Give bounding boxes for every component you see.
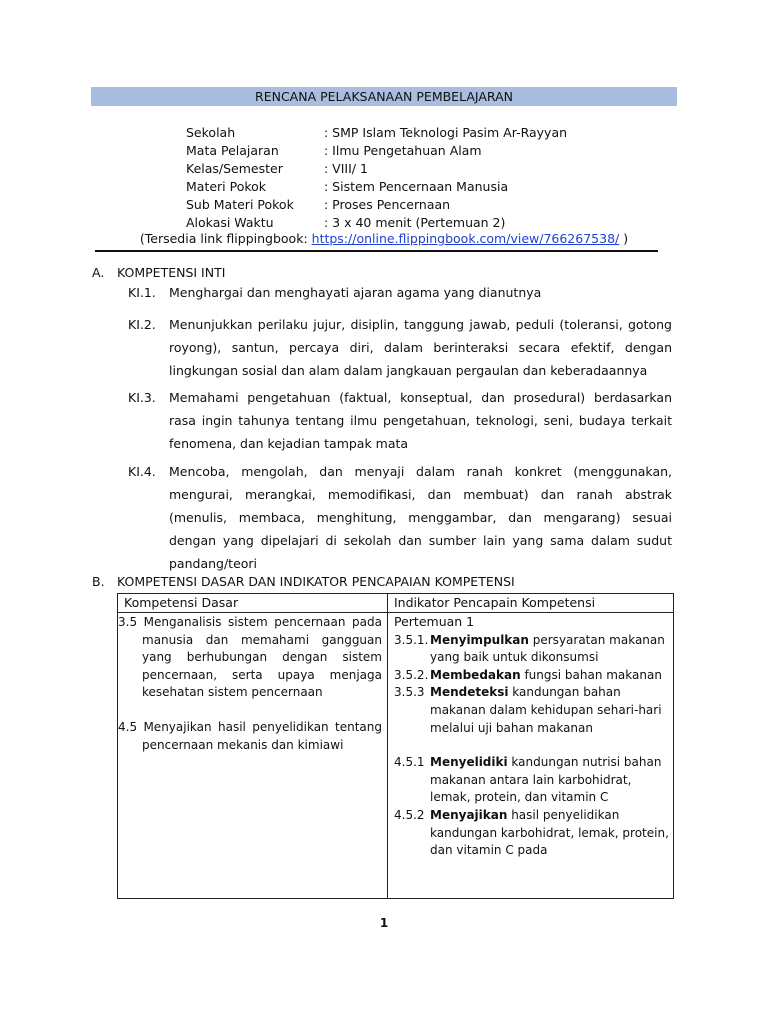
- ki-item: [128, 386, 672, 455]
- indicator-verb: Mendeteksi: [430, 685, 509, 700]
- identity-value: : Ilmu Pengetahuan Alam: [324, 143, 482, 158]
- indicator-verb: Menyajikan: [430, 807, 508, 822]
- identity-key: Materi Pokok: [186, 179, 267, 194]
- identity-value: : SMP Islam Teknologi Pasim Ar-Rayyan: [324, 125, 568, 140]
- indicator-code: 3.5.1.: [394, 632, 429, 647]
- table-column-divider: [387, 594, 388, 898]
- identity-row: [186, 178, 567, 196]
- indicator-verb: Menyimpulkan: [430, 632, 529, 647]
- identity-key: Kelas/Semester: [186, 161, 283, 176]
- indicator-item: [394, 632, 672, 667]
- ki-number: KI.4.: [128, 464, 156, 479]
- indicator-item: [394, 667, 672, 685]
- indicator-verb: Membedakan: [430, 667, 521, 682]
- indicator-item: [394, 754, 672, 807]
- ki-number: KI.3.: [128, 390, 156, 405]
- kd-item: 4.5 Menyajikan hasil penyelidikan tentang pencernaan mekanis dan kimiawi: [118, 719, 382, 752]
- identity-key: Mata Pelajaran: [186, 143, 279, 158]
- identity-value: : Sistem Pencernaan Manusia: [324, 179, 509, 194]
- header-divider: [95, 250, 658, 252]
- identity-row: [186, 142, 567, 160]
- section-b-number: B.: [92, 574, 105, 589]
- ki-item: [128, 460, 672, 575]
- identity-value: : Proses Pencernaan: [324, 197, 451, 212]
- indicator-text: persyaratan makanan yang baik untuk dikonsumsi: [430, 632, 665, 665]
- ki-text: Memahami pengetahuan (faktual, konseptual, dan prosedural) berdasarkan rasa ingin tahunya tentang ilmu pengetahuan, teknologi, seni, budaya terkait fenomena, dan kejadian tampak mata: [169, 390, 672, 451]
- page-number: 1: [379, 916, 389, 930]
- indicator-column-header: Indikator Pencapain Kompetensi: [394, 595, 596, 610]
- identity-key: Alokasi Waktu: [186, 215, 274, 230]
- document-title: RENCANA PELAKSANAAN PEMBELAJARAN: [91, 87, 677, 106]
- indicator-text: kandungan nutrisi bahan makanan antara lain karbohidrat, lemak, protein, dan vitamin C: [430, 755, 662, 805]
- section-b-heading: [92, 574, 515, 590]
- kd-item: 3.5 Menganalisis sistem pencernaan pada manusia dan memahami gangguan yang berhubungan dengan sistem pencernaan, serta upaya menjaga kesehatan sistem pencernaan: [118, 615, 382, 700]
- section-a-heading: [92, 265, 225, 281]
- indicator-text: fungsi bahan makanan: [520, 667, 662, 682]
- indicator-code: 3.5.3: [394, 685, 425, 700]
- section-a-number: A.: [92, 265, 105, 280]
- flippingbook-line: [0, 231, 768, 247]
- kd-column-header: Kompetensi Dasar: [124, 595, 239, 610]
- identity-key: Sub Materi Pokok: [186, 197, 294, 212]
- indicator-code: 4.5.1: [394, 755, 425, 770]
- kd-table: [117, 593, 674, 899]
- section-b-title: KOMPETENSI DASAR DAN INDIKATOR PENCAPAIAN KOMPETENSI: [117, 574, 515, 589]
- meeting-label: Pertemuan 1: [394, 614, 475, 629]
- identity-value: : 3 x 40 menit (Pertemuan 2): [324, 215, 506, 230]
- indicator-code: 4.5.2: [394, 807, 425, 822]
- indicator-cell: [394, 613, 672, 860]
- identity-row: [186, 160, 567, 178]
- indicator-item: [394, 684, 672, 737]
- ki-number: KI.1.: [128, 285, 156, 300]
- ki-item: [128, 281, 672, 304]
- ki-text: Mencoba, mengolah, dan menyaji dalam ranah konkret (menggunakan, mengurai, merangkai, memodifikasi, dan membuat) dan ranah abstrak (menulis, membaca, menghitung, menggambar, dan mengarang) sesuai dengan yang dipelajari di sekolah dan sumber lain yang sama dalam sudut pandang/teori: [169, 464, 672, 571]
- ki-text: Menghargai dan menghayati ajaran agama yang dianutnya: [169, 285, 542, 300]
- indicator-text: kandungan bahan makanan dalam kehidupan sehari-hari melalui uji bahan makanan: [430, 685, 662, 735]
- ki-item: [128, 313, 672, 382]
- kd-cell: [118, 614, 382, 754]
- flippingbook-link[interactable]: https://online.flippingbook.com/view/766267538/: [311, 231, 620, 246]
- identity-block: [186, 124, 567, 232]
- identity-row: [186, 196, 567, 214]
- link-prefix: (Tersedia link flippingbook:: [139, 231, 312, 246]
- section-a-title: KOMPETENSI INTI: [117, 265, 226, 280]
- identity-row: [186, 124, 567, 142]
- indicator-code: 3.5.2.: [394, 667, 429, 682]
- ki-number: KI.2.: [128, 317, 156, 332]
- ki-text: Menunjukkan perilaku jujur, disiplin, tanggung jawab, peduli (toleransi, gotong royong), santun, percaya diri, dalam berinteraksi secara efektif, dengan lingkungan sosial dan alam dalam jangkauan pergaulan dan keberadaannya: [169, 317, 672, 378]
- indicator-text: hasil penyelidikan kandungan karbohidrat, lemak, protein, dan vitamin C pada: [430, 807, 669, 858]
- identity-value: : VIII/ 1: [324, 161, 368, 176]
- indicator-item: [394, 807, 672, 860]
- link-suffix: ): [619, 231, 629, 246]
- indicator-verb: Menyelidiki: [430, 755, 508, 770]
- identity-key: Sekolah: [186, 125, 236, 140]
- identity-row: [186, 214, 567, 232]
